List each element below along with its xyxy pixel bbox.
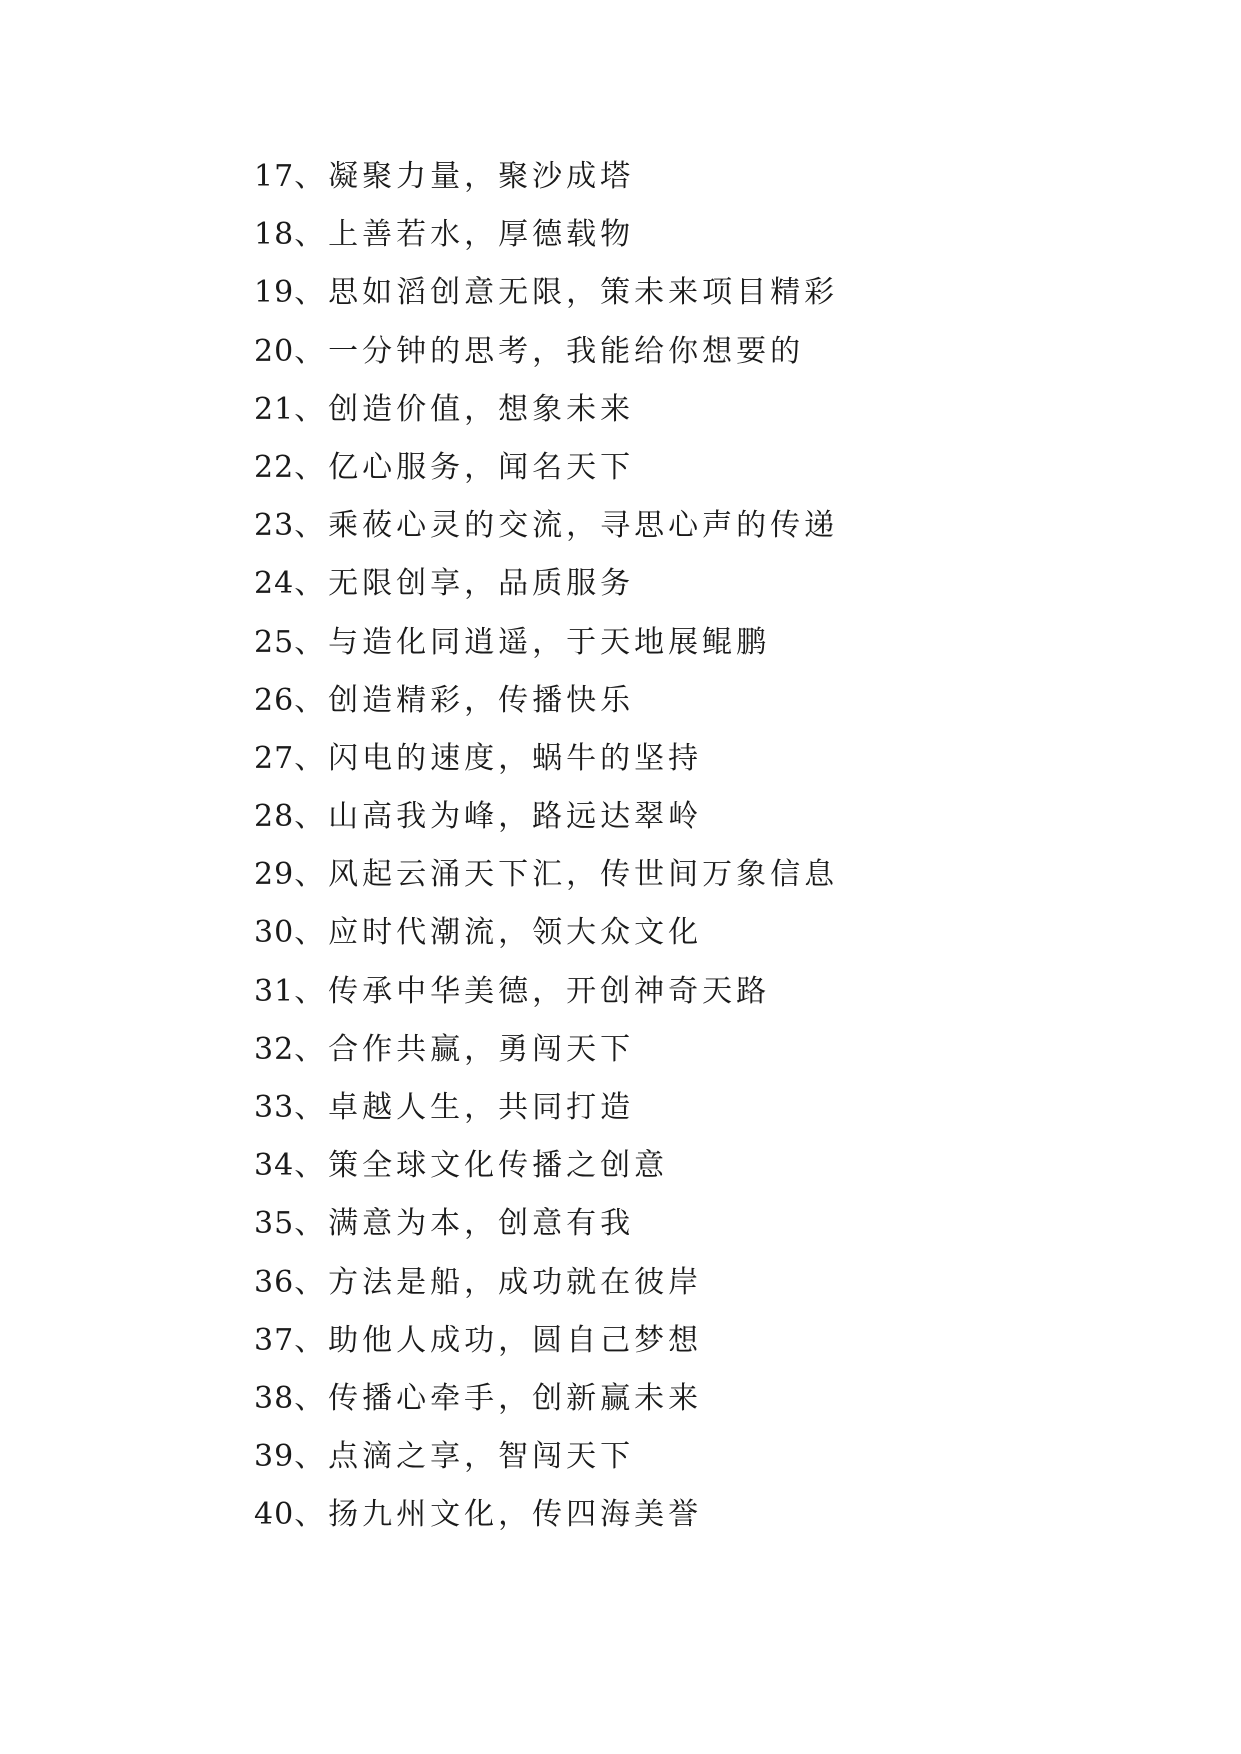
list-item: [254, 1437, 1154, 1495]
item-text: 、扬九州文化，传四海美誉: [294, 1497, 703, 1533]
item-text: 、亿心服务，闻名天下: [294, 449, 635, 485]
item-number: 32: [254, 1031, 295, 1067]
item-text: 、应时代潮流，领大众文化: [294, 915, 703, 951]
item-number: 35: [254, 1206, 295, 1242]
item-number: 29: [254, 857, 295, 893]
list-item: [254, 797, 1154, 855]
list-item: [254, 1379, 1154, 1437]
item-number: 30: [254, 915, 295, 951]
list-item: [254, 273, 1154, 331]
list-item: [254, 913, 1154, 971]
list-item: [254, 332, 1154, 390]
item-text: 、合作共赢，勇闯天下: [294, 1031, 635, 1067]
item-number: 27: [254, 740, 295, 776]
item-number: 23: [254, 508, 295, 544]
list-item: [254, 448, 1154, 506]
item-text: 、闪电的速度，蜗牛的坚持: [294, 740, 703, 776]
item-text: 、创造价值，想象未来: [294, 391, 635, 427]
item-text: 、山高我为峰，路远达翠岭: [294, 799, 703, 835]
list-item: [254, 390, 1154, 448]
list-item: [254, 1204, 1154, 1262]
item-number: 33: [254, 1090, 295, 1125]
list-item: [254, 681, 1154, 739]
item-text: 、满意为本，创意有我: [294, 1206, 635, 1242]
item-number: 31: [254, 973, 295, 1009]
item-number: 19: [254, 275, 295, 311]
list-item: [254, 564, 1154, 622]
item-number: 17: [254, 159, 295, 194]
item-number: 18: [254, 217, 295, 253]
item-number: 37: [254, 1322, 295, 1358]
list-item: [254, 1030, 1154, 1088]
item-number: 21: [254, 391, 295, 427]
item-number: 28: [254, 799, 295, 835]
list-item: [254, 215, 1154, 273]
item-text: 、卓越人生，共同打造: [294, 1090, 635, 1125]
item-number: 39: [254, 1439, 295, 1475]
item-text: 、传播心牵手，创新赢未来: [294, 1380, 703, 1416]
list-item: [254, 623, 1154, 681]
item-number: 20: [254, 333, 295, 369]
item-text: 、上善若水，厚德载物: [294, 217, 635, 253]
list-item: [254, 972, 1154, 1030]
list-item: [254, 506, 1154, 564]
item-text: 、与造化同逍遥，于天地展鲲鹏: [294, 624, 771, 660]
item-number: 26: [254, 682, 295, 718]
list-item: [254, 1321, 1154, 1379]
item-text: 、点滴之享，智闯天下: [294, 1439, 635, 1475]
item-text: 、创造精彩，传播快乐: [294, 682, 635, 718]
item-number: 24: [254, 566, 295, 602]
list-item: [254, 739, 1154, 797]
item-text: 、凝聚力量，聚沙成塔: [294, 159, 635, 194]
list-item: [254, 157, 1154, 215]
item-text: 、风起云涌天下汇，传世间万象信息: [294, 857, 839, 893]
item-number: 22: [254, 449, 295, 485]
list-item: [254, 1263, 1154, 1321]
item-text: 、一分钟的思考，我能给你想要的: [294, 333, 805, 369]
item-number: 38: [254, 1380, 295, 1416]
slogan-list: [254, 157, 1154, 1554]
item-text: 、策全球文化传播之创意: [294, 1148, 669, 1184]
list-item: [254, 1088, 1154, 1146]
item-number: 25: [254, 624, 295, 660]
item-number: 36: [254, 1264, 295, 1300]
item-text: 、思如滔创意无限，策未来项目精彩: [294, 275, 839, 311]
item-text: 、乘莜心灵的交流，寻思心声的传递: [294, 508, 839, 544]
list-item: [254, 855, 1154, 913]
list-item: [254, 1495, 1154, 1553]
item-text: 、无限创享，品质服务: [294, 566, 635, 602]
item-text: 、助他人成功，圆自己梦想: [294, 1322, 703, 1358]
list-item: [254, 1146, 1154, 1204]
item-text: 、传承中华美德，开创神奇天路: [294, 973, 771, 1009]
item-number: 34: [254, 1148, 295, 1184]
item-number: 40: [254, 1497, 295, 1533]
item-text: 、方法是船，成功就在彼岸: [294, 1264, 703, 1300]
